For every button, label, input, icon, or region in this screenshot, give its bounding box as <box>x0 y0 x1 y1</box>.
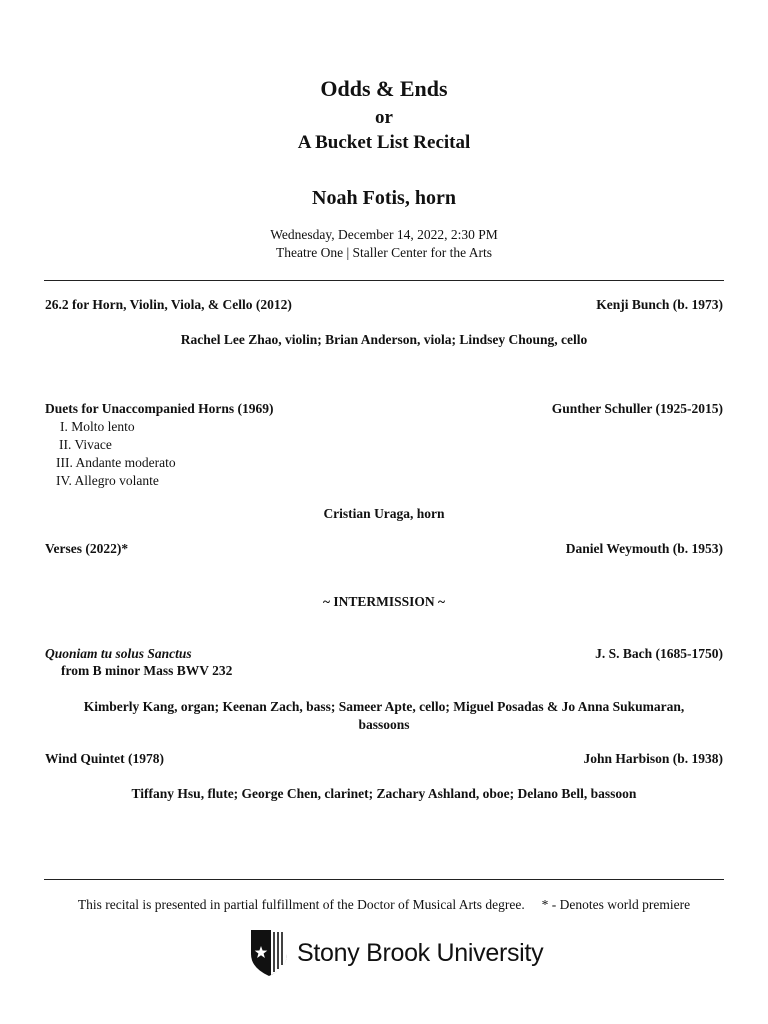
piece-title: Wind Quintet (1978) <box>45 751 165 766</box>
piece-composer: J. S. Bach (1685-1750) <box>595 646 723 661</box>
piece-personnel: Cristian Uraga, horn <box>323 506 445 521</box>
performer-name: Noah Fotis, horn <box>312 187 456 209</box>
personnel-line-1: Kimberly Kang, organ; Keenan Zach, bass; Sameer Apte, cello; Miguel Posadas & Jo Anna Sukumaran, <box>83 699 685 714</box>
degree-note: This recital is presented in partial fulfillment of the Doctor of Musical Arts degree. <box>77 897 525 912</box>
university-name: Stony Brook University <box>297 938 544 967</box>
recital-or: or <box>375 107 393 128</box>
piece-title: 26.2 for Horn, Violin, Viola, & Cello (2012) <box>45 297 292 312</box>
personnel-line-2: bassoons <box>358 717 410 732</box>
piece-personnel: Rachel Lee Zhao, violin; Brian Anderson, viola; Lindsey Choung, cello <box>180 332 588 347</box>
footer-notes <box>44 897 724 913</box>
program-item-4 <box>45 646 723 662</box>
piece-title: Quoniam tu solus Sanctus <box>45 646 192 661</box>
movement-4: IV. Allegro volante <box>56 473 159 488</box>
star-shield-icon <box>249 928 289 978</box>
movement-1: I. Molto lento <box>60 419 135 434</box>
premiere-note: * - Denotes world premiere <box>541 897 691 912</box>
recital-venue: Theatre One | Staller Center for the Arts <box>276 245 492 260</box>
piece-title: Duets for Unaccompanied Horns (1969) <box>45 401 274 416</box>
recital-date: Wednesday, December 14, 2022, 2:30 PM <box>270 227 498 242</box>
piece-personnel: Tiffany Hsu, flute; George Chen, clarinet; Zachary Ashland, oboe; Delano Bell, bassoon <box>131 786 637 801</box>
program-item-3 <box>45 541 723 557</box>
program-item-5 <box>45 751 723 767</box>
piece-composer: John Harbison (b. 1938) <box>583 751 723 766</box>
recital-subtitle: A Bucket List Recital <box>297 132 471 153</box>
piece-personnel <box>40 698 728 734</box>
program-item-1 <box>45 297 723 313</box>
piece-composer: Daniel Weymouth (b. 1953) <box>565 541 723 556</box>
piece-title: Verses (2022)* <box>45 541 129 556</box>
piece-composer: Kenji Bunch (b. 1973) <box>596 297 723 312</box>
program-item-2 <box>45 401 723 417</box>
movement-3: III. Andante moderato <box>56 455 176 470</box>
header-divider <box>44 280 724 281</box>
university-logo <box>249 928 543 978</box>
piece-subtitle: from B minor Mass BWV 232 <box>61 663 233 678</box>
footer-divider <box>44 879 724 880</box>
movement-2: II. Vivace <box>59 437 112 452</box>
intermission: ~ INTERMISSION ~ <box>322 594 446 609</box>
piece-composer: Gunther Schuller (1925-2015) <box>551 401 723 416</box>
recital-title: Odds & Ends <box>320 76 448 101</box>
